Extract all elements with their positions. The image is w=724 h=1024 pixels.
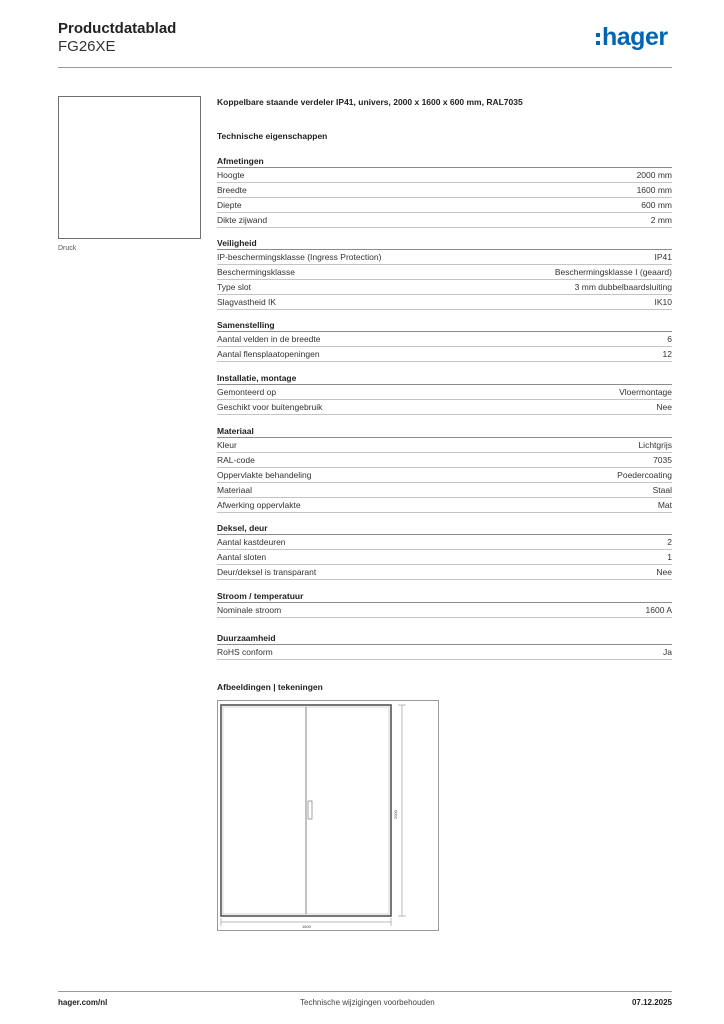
section-title: Duurzaamheid xyxy=(217,632,672,645)
header-divider xyxy=(58,67,672,68)
section-deksel-deur xyxy=(217,522,672,580)
section-installatie xyxy=(217,372,672,415)
row-label: Afwerking oppervlakte xyxy=(217,500,301,510)
row-value: 3 mm dubbelbaardsluiting xyxy=(574,282,672,292)
table-row xyxy=(217,468,672,483)
table-row xyxy=(217,295,672,310)
row-label: RoHS conform xyxy=(217,647,273,657)
row-label: Aantal flensplaatopeningen xyxy=(217,349,320,359)
row-value: Nee xyxy=(656,402,672,412)
row-label: Materiaal xyxy=(217,485,252,495)
table-row xyxy=(217,213,672,228)
row-label: Type slot xyxy=(217,282,252,292)
table-row xyxy=(217,535,672,550)
row-label: Aantal kastdeuren xyxy=(217,537,286,547)
row-value: Ja xyxy=(663,647,672,657)
row-value: 600 mm xyxy=(641,200,672,210)
row-value: 7035 xyxy=(653,455,672,465)
row-value: Poedercoating xyxy=(617,470,672,480)
row-value: Mat xyxy=(657,500,672,510)
section-title: Veiligheid xyxy=(217,237,672,250)
row-label: Aantal velden in de breedte xyxy=(217,334,321,344)
table-row xyxy=(217,332,672,347)
row-value: Staal xyxy=(652,485,672,495)
row-value: 2 mm xyxy=(650,215,672,225)
row-value: Beschermingsklasse I (geaard) xyxy=(554,267,672,277)
row-value: Nee xyxy=(656,567,672,577)
row-value: Vloermontage xyxy=(619,387,672,397)
row-value: 2 xyxy=(667,537,672,547)
row-value: Lichtgrijs xyxy=(638,440,672,450)
table-row xyxy=(217,438,672,453)
section-afmetingen xyxy=(217,155,672,228)
section-duurzaamheid xyxy=(217,632,672,660)
section-stroom xyxy=(217,590,672,618)
table-row xyxy=(217,168,672,183)
table-row xyxy=(217,265,672,280)
row-label: IP-beschermingsklasse (Ingress Protection) xyxy=(217,252,382,262)
product-image xyxy=(58,96,201,239)
table-row xyxy=(217,603,672,618)
section-title: Samenstelling xyxy=(217,319,672,332)
row-value: 1 xyxy=(667,552,672,562)
row-label: RAL-code xyxy=(217,455,255,465)
row-label: Slagvastheid IK xyxy=(217,297,277,307)
table-row xyxy=(217,250,672,265)
section-veiligheid xyxy=(217,237,672,310)
row-label: Beschermingsklasse xyxy=(217,267,295,277)
row-value: 6 xyxy=(667,334,672,344)
page-title: Productdatablad xyxy=(58,20,177,37)
table-row xyxy=(217,183,672,198)
section-title: Afmetingen xyxy=(217,155,672,168)
table-row xyxy=(217,550,672,565)
table-row xyxy=(217,198,672,213)
footer-disclaimer: Technische wijzigingen voorbehouden xyxy=(300,998,435,1007)
table-row xyxy=(217,347,672,362)
row-label: Kleur xyxy=(217,440,237,450)
height-dimension-label: 2000 xyxy=(393,810,398,819)
row-value: 2000 mm xyxy=(636,170,672,180)
logo-dots-icon xyxy=(596,33,600,49)
section-title: Installatie, montage xyxy=(217,372,672,385)
product-title: Koppelbare staande verdeler IP41, univers, 2000 x 1600 x 600 mm, RAL7035 xyxy=(217,97,523,107)
row-label: Hoogte xyxy=(217,170,245,180)
table-row xyxy=(217,400,672,415)
row-label: Geschikt voor buitengebruik xyxy=(217,402,323,412)
table-row xyxy=(217,280,672,295)
table-row xyxy=(217,483,672,498)
footer-date: 07.12.2025 xyxy=(631,998,672,1007)
footer-website-link[interactable]: hager.com/nl xyxy=(58,998,108,1007)
table-row xyxy=(217,645,672,660)
width-dimension-label: 1600 xyxy=(302,924,311,929)
section-title: Materiaal xyxy=(217,425,672,438)
row-label: Diepte xyxy=(217,200,242,210)
row-value: IP41 xyxy=(654,252,672,262)
image-caption: Druck xyxy=(58,245,77,252)
row-label: Deur/deksel is transparant xyxy=(217,567,317,577)
section-materiaal xyxy=(217,425,672,513)
tech-properties-heading: Technische eigenschappen xyxy=(217,131,328,141)
row-value: 1600 mm xyxy=(636,185,672,195)
product-code: FG26XE xyxy=(58,38,116,55)
door-handle-icon xyxy=(308,801,312,819)
row-label: Aantal sloten xyxy=(217,552,267,562)
footer-divider xyxy=(58,991,672,992)
table-row xyxy=(217,565,672,580)
table-row xyxy=(217,385,672,400)
cabinet-front-drawing xyxy=(218,701,440,932)
row-label: Oppervlakte behandeling xyxy=(217,470,312,480)
row-label: Gemonteerd op xyxy=(217,387,277,397)
row-value: IK10 xyxy=(654,297,672,307)
table-row xyxy=(217,498,672,513)
row-value: 12 xyxy=(662,349,672,359)
row-label: Breedte xyxy=(217,185,247,195)
row-label: Dikte zijwand xyxy=(217,215,268,225)
section-samenstelling xyxy=(217,319,672,362)
section-title: Stroom / temperatuur xyxy=(217,590,672,603)
technical-drawing xyxy=(217,700,439,931)
row-label: Nominale stroom xyxy=(217,605,282,615)
section-title: Deksel, deur xyxy=(217,522,672,535)
logo-text: hager xyxy=(602,23,668,51)
table-row xyxy=(217,453,672,468)
row-value: 1600 A xyxy=(645,605,672,615)
drawings-heading: Afbeeldingen | tekeningen xyxy=(217,682,323,692)
